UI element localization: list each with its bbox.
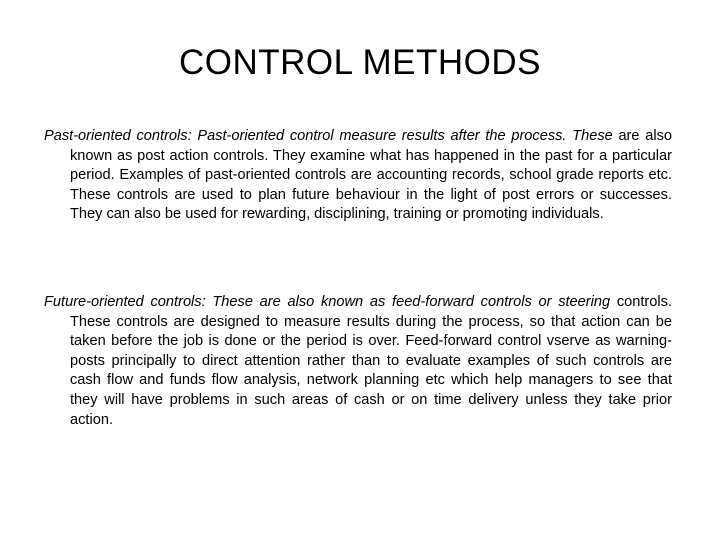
paragraph-body: controls. These controls are designed to measure results during the process, so that action can be taken before the job is done or the period is over. Feed-forward control vserve as warning-posts principally to direct attention rather than to evaluate examples of such controls are cash flow and funds flow analysis, network planning etc which help managers to see that they will have problems in such areas of cash or on time delivery unless they take prior action.: [70, 294, 673, 428]
paragraph-body: are also known as post action controls. They examine what has happened in the past for a particular period. Examples of past-oriented controls are accounting records, school grade reports etc. These controls are used to plan future behaviour in the light of post errors or successes. They can also be used for rewarding, disciplining, training or promoting individuals.: [70, 128, 672, 223]
slide-title: CONTROL METHODS: [178, 43, 542, 82]
paragraph-past-oriented: [44, 127, 672, 225]
paragraph-future-oriented: [44, 293, 672, 430]
paragraph-lead: Past-oriented controls: Past-oriented control measure results after the process. These: [44, 128, 613, 144]
paragraph-lead: Future-oriented controls: These are also known as feed-forward controls or steering: [44, 294, 611, 310]
